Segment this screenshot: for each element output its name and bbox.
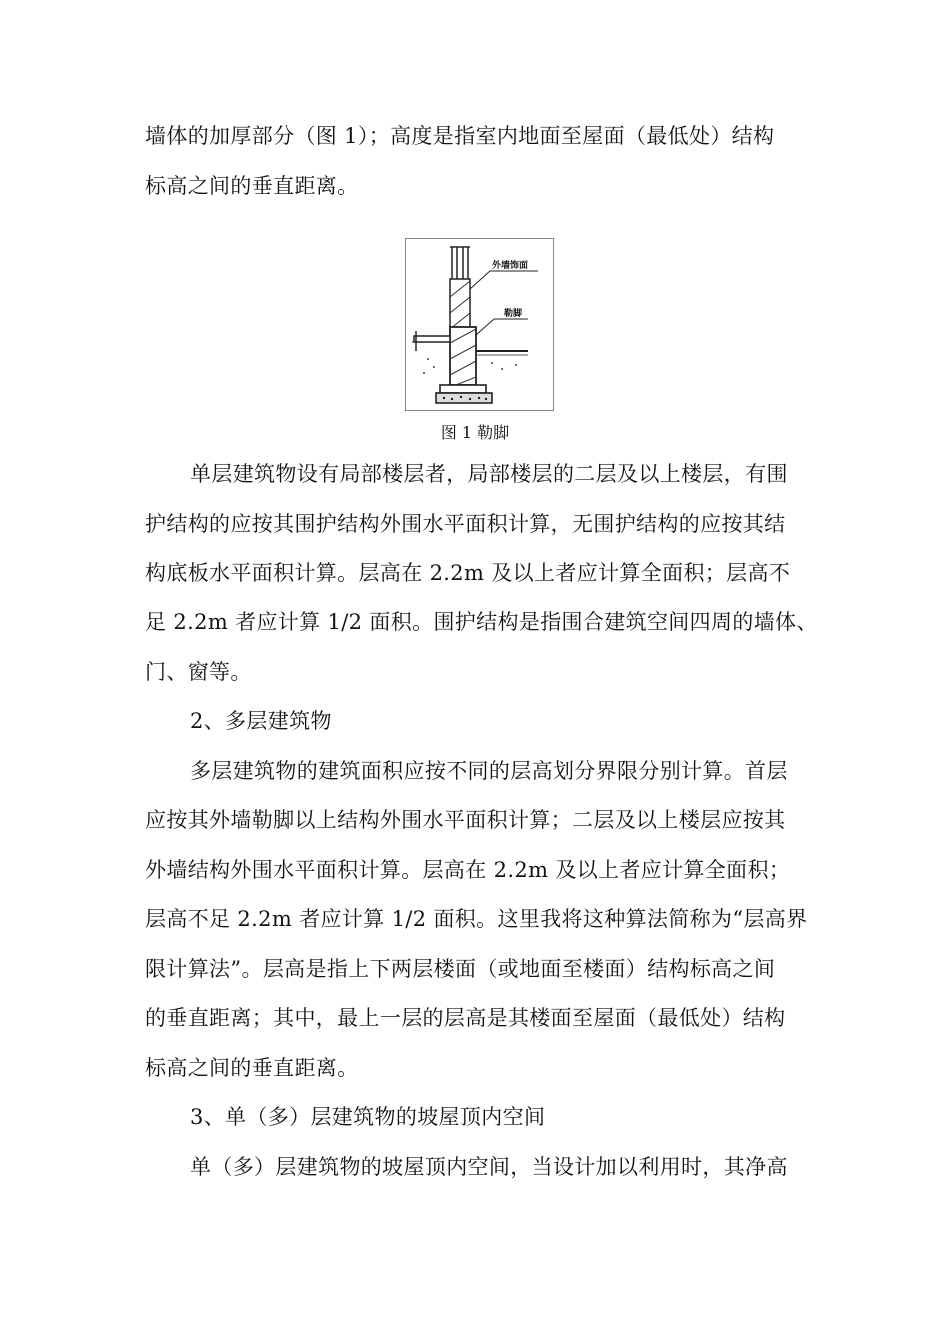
figure-label-plinth: 勒脚 bbox=[504, 309, 523, 319]
text-line: 护结构的应按其围护结构外围水平面积计算，无围护结构的应按其结 bbox=[145, 512, 786, 536]
text-line: 标高之间的垂直距离。 bbox=[145, 174, 359, 198]
text-line: 门、窗等。 bbox=[145, 660, 252, 684]
text-line: 单层建筑物设有局部楼层者，局部楼层的二层及以上楼层，有围 bbox=[190, 462, 788, 486]
text-line: 足 2.2m 者应计算 1/2 面积。围护结构是指围合建筑空间四周的墙体、 bbox=[145, 610, 818, 634]
figure-label-cladding: 外墙饰面 bbox=[492, 261, 529, 271]
section-heading: 2、多层建筑物 bbox=[190, 709, 332, 733]
text-line: 单（多）层建筑物的坡屋顶内空间，当设计加以利用时，其净高 bbox=[190, 1155, 788, 1179]
figure-caption: 图 1 勒脚 bbox=[440, 423, 510, 442]
text-line: 应按其外墙勒脚以上结构外围水平面积计算；二层及以上楼层应按其 bbox=[145, 808, 786, 832]
text-line: 构底板水平面积计算。层高在 2.2m 及以上者应计算全面积；层高不 bbox=[145, 561, 791, 585]
text-line: 限计算法”。层高是指上下两层楼面（或地面至楼面）结构标高之间 bbox=[145, 957, 776, 981]
text-line: 外墙结构外围水平面积计算。层高在 2.2m 及以上者应计算全面积； bbox=[145, 858, 791, 882]
text-line: 标高之间的垂直距离。 bbox=[145, 1056, 359, 1080]
section-heading: 3、单（多）层建筑物的坡屋顶内空间 bbox=[190, 1105, 546, 1129]
text-line: 层高不足 2.2m 者应计算 1/2 面积。这里我将这种算法简称为“层高界 bbox=[145, 907, 808, 931]
figure-plinth bbox=[405, 238, 554, 411]
plinth-diagram bbox=[406, 239, 553, 410]
text-line: 墙体的加厚部分（图 1）；高度是指室内地面至屋面（最低处）结构 bbox=[145, 124, 775, 148]
text-line: 多层建筑物的建筑面积应按不同的层高划分界限分别计算。首层 bbox=[190, 759, 788, 783]
text-line: 的垂直距离；其中，最上一层的层高是其楼面至屋面（最低处）结构 bbox=[145, 1006, 786, 1030]
